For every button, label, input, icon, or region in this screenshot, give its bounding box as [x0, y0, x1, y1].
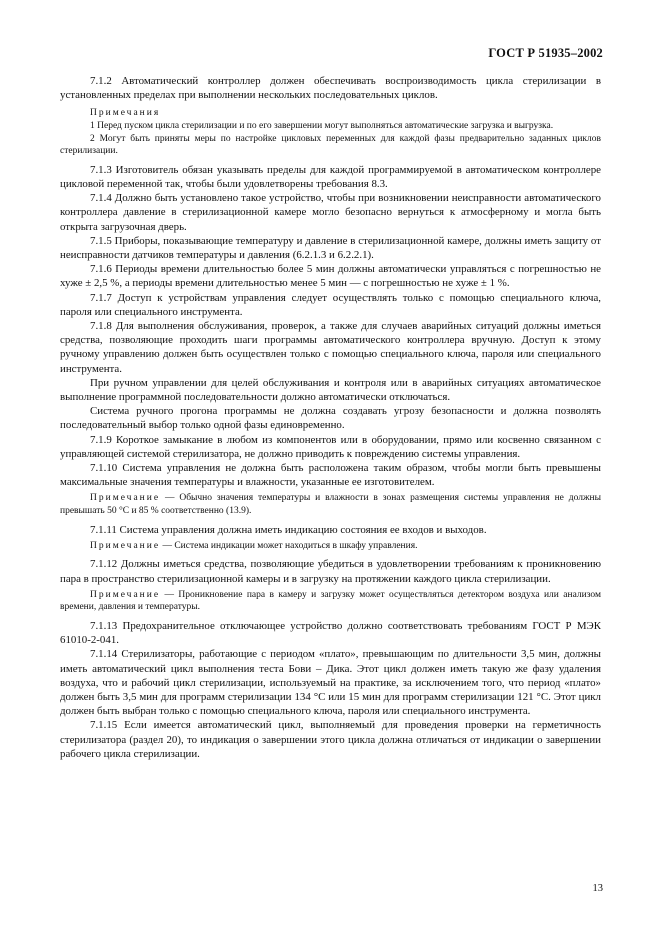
clause-7-1-4: 7.1.4 Должно быть установлено такое устройство, чтобы при возникновении неисправности автоматического контроллера давление в стерилизационной камере могло безопасно вернуться к атмосферному и могла быть открыта загрузочная дверь. — [60, 192, 601, 233]
note-2: 2 Могут быть приняты меры по настройке цикловых переменных для каждой фазы предварительно заданных циклов стерилизации. — [60, 133, 601, 157]
note-7-1-11-text: — Система индикации может находиться в шкафу управления. — [160, 540, 418, 551]
note-7-1-11 — [60, 540, 601, 553]
clause-7-1-8-manual: При ручном управлении для целей обслуживания и контроля или в аварийных ситуациях автоматическое выполнение программной последовательности должно автоматически отключаться. — [60, 376, 601, 404]
clause-7-1-12: 7.1.12 Должны иметься средства, позволяющие убедиться в удовлетворении требованиям к проникновению пара в пространство стерилизационной камеры и в загрузку на протяжении каждого цикла стерилизации. — [60, 558, 601, 585]
clause-7-1-2: 7.1.2 Автоматический контроллер должен обеспечивать воспроизводимость цикла стерилизации в установленных пределах при выполнении нескольких последовательных циклов. — [60, 75, 601, 102]
note-label: Примечание — [90, 493, 161, 504]
clause-7-1-15: 7.1.15 Если имеется автоматический цикл, выполняемый для проведения проверки на герметичность стерилизатора (раздел 20), то индикация о завершении этого цикла должна отличаться от индикации о завершении рабочего цикла стерилизации. — [60, 719, 601, 760]
note-7-1-12-text: — Проникновение пара в камеру и загрузку может осуществляться детектором воздуха или анализом времени, давления и температуры. — [60, 589, 601, 613]
note-7-1-10-text: — Обычно значения температуры и влажности в зонах размещения системы управления не должны превышать 50 °С и 85 % соответственно (13.9). — [60, 493, 601, 517]
clause-7-1-10: 7.1.10 Система управления не должна быть расположена таким образом, чтобы могли быть превышены максимальные значения температуры и влажности, указанные ее изготовителем. — [60, 462, 601, 489]
clause-7-1-13: 7.1.13 Предохранительное отключающее устройство должно соответствовать требованиям ГОСТ Р МЭК 61010-2-041. — [60, 620, 601, 647]
clause-7-1-11: 7.1.11 Система управления должна иметь индикацию состояния ее входов и выходов. — [90, 523, 487, 536]
clause-7-1-14: 7.1.14 Стерилизаторы, работающие с периодом «плато», превышающим по длительности 3,5 мин, должны иметь автоматический цикл выполнения теста Бови – Дика. Этот цикл должен иметь такую же фазу удаления воздуха, что и рабочий цикл стерилизации, используемый на практике, за исключением того, что период «плато» должен быть 3,5 мин для программ стерилизации 134 °С или 15 мин для программ стерилизации 121 °С. Этот цикл должен быть выбран только с помощью специального ключа, пароля или специального инструмента. — [60, 648, 601, 718]
clause-7-1-9: 7.1.9 Короткое замыкание в любом из компонентов или в оборудовании, прямо или косвенно связанном с управляющей системой стерилизатора, не должно приводить к повреждению системы управления. — [60, 433, 601, 460]
note-7-1-12 — [60, 589, 601, 614]
note-label: Примечание — [90, 589, 161, 600]
standard-header: ГОСТ Р 51935–2002 — [488, 46, 603, 60]
clause-7-1-3: 7.1.3 Изготовитель обязан указывать пределы для каждой программируемой в автоматическом контроллере цикловой переменной так, чтобы были удовлетворены требования 8.3. — [60, 163, 601, 190]
clause-7-1-8-system: Система ручного прогона программы не должна создавать угрозу безопасности и должна позволять последовательный выбор только одной фазы единовременно. — [60, 405, 601, 432]
note-1: 1 Перед пуском цикла стерилизации и по его завершении могут выполняться автоматические загрузка и выгрузка. — [90, 121, 554, 131]
clause-7-1-6: 7.1.6 Периоды времени длительностью более 5 мин должны автоматически управляться с погрешностью не хуже ± 2,5 %, а периоды времени длительностью менее 5 мин — с погрешностью не хуже ± 1 %. — [60, 263, 601, 290]
notes-heading-label: Примечания — [90, 108, 161, 119]
page-number: 13 — [592, 883, 603, 894]
document-body — [60, 74, 601, 761]
notes-heading — [60, 107, 601, 120]
note-label: Примечание — [90, 540, 161, 551]
note-7-1-10 — [60, 492, 601, 517]
clause-7-1-8: 7.1.8 Для выполнения обслуживания, проверок, а также для случаев аварийных ситуаций должны иметься средства, позволяющие проходить шаги программы автоматического контроллера вручную. Доступ к этому ручному управлению должен быть осуществлен только с помощью специального ключа, пароля или специального инструмента. — [60, 320, 601, 375]
clause-7-1-7: 7.1.7 Доступ к устройствам управления следует осуществлять только с помощью специального ключа, пароля или специального инструмента. — [60, 291, 601, 318]
clause-7-1-5: 7.1.5 Приборы, показывающие температуру и давление в стерилизационной камере, должны иметь защиту от неисправности датчиков температуры и давления (6.2.1.3 и 6.2.2.1). — [60, 234, 601, 261]
